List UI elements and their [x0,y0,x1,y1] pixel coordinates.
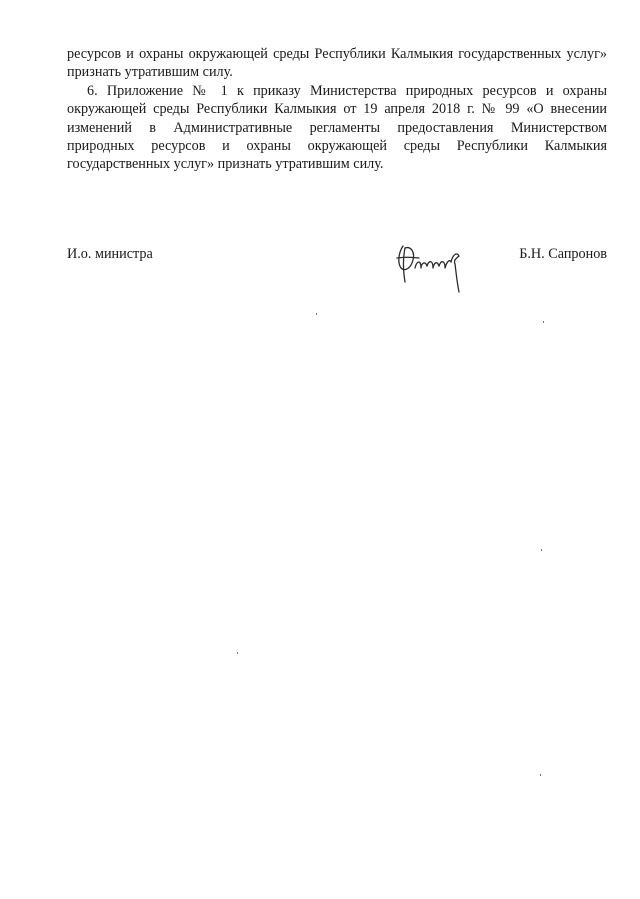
signature-block [67,246,607,276]
scan-speck [237,652,238,654]
scan-speck [543,321,544,323]
document-body [67,45,607,174]
signatory-title: И.о. министра [67,246,153,262]
paragraph-continuation: ресурсов и охраны окружающей среды Республики Калмыкия государственных услуг» признать утратившим силу. [67,46,607,81]
scan-speck [541,549,542,551]
handwritten-signature [393,238,473,300]
scan-speck [316,313,317,315]
scan-speck [540,774,541,776]
signatory-name: Б.Н. Сапронов [519,246,607,262]
paragraph-6: 6. Приложение № 1 к приказу Министерства природных ресурсов и охраны окружающей среды Республики Калмыкия от 19 апреля 2018 г. № 99 «О внесении изменений в Административные регламенты предоставления Министерством природных ресурсов и охраны окружающей среды Республики Калмыкия государственных услуг» признать утратившим силу. [67,82,607,173]
